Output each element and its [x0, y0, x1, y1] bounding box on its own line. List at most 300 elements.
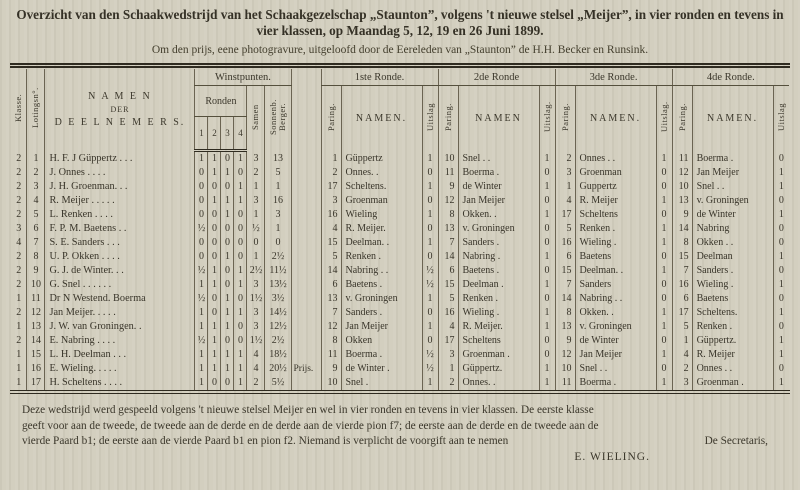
cell-r1-uitslag: 1 — [422, 151, 438, 167]
cell-r1-paring: 15 — [321, 236, 341, 250]
cell-prijs-note — [291, 180, 321, 194]
cell-ronde1: ½ — [195, 334, 208, 348]
cell-ronde4: 1 — [234, 180, 247, 194]
cell-r2-uitslag: 1 — [539, 306, 555, 320]
cell-ronde1: 1 — [195, 320, 208, 334]
cell-lotingsnr: 3 — [27, 180, 45, 194]
cell-sonnenberger: 5½ — [265, 376, 291, 390]
cell-ronde1: 0 — [195, 194, 208, 208]
header-namen-2: NAMEN — [458, 86, 539, 151]
cell-r4-paring: 7 — [672, 264, 692, 278]
cell-r3-uitslag: 0 — [656, 180, 672, 194]
cell-ronde1: ½ — [195, 292, 208, 306]
cell-r2-uitslag: 1 — [539, 278, 555, 292]
cell-ronde3: 0 — [221, 278, 234, 292]
cell-naam: J. W. van Groningen. . — [45, 320, 195, 334]
cell-naam: Jan Meijer. . . . . — [45, 306, 195, 320]
cell-r2-paring: 17 — [438, 334, 458, 348]
cell-r4-uitslag: 1 — [773, 334, 789, 348]
table-row — [11, 306, 789, 320]
cell-ronde4: 1 — [234, 306, 247, 320]
cell-naam: H. F. J Güppertz . . . — [45, 151, 195, 167]
cell-prijs-note — [291, 320, 321, 334]
cell-klasse: 2 — [16, 251, 22, 262]
cell-r2-uitslag: 0 — [539, 236, 555, 250]
cell-r4-paring: 10 — [672, 180, 692, 194]
cell-ronde1: ½ — [195, 222, 208, 236]
cell-r1-paring: 11 — [321, 348, 341, 362]
cell-klasse: 2 — [16, 167, 22, 178]
header-namen-4: NAMEN. — [692, 86, 773, 151]
tournament-table-wrap — [10, 63, 790, 394]
cell-r3-paring: 11 — [555, 376, 575, 390]
cell-samen: 1 — [247, 250, 265, 264]
cell-sonnenberger: 3½ — [265, 292, 291, 306]
table-row — [11, 208, 789, 222]
cell-sonnenberger: 13 — [265, 151, 291, 167]
cell-r2-naam: Snel . . — [458, 151, 539, 167]
cell-r3-naam: Onnes . . — [575, 151, 656, 167]
header-sonnenberger: Sonnenb. Berger. — [265, 86, 291, 151]
cell-r3-paring: 16 — [555, 236, 575, 250]
table-body — [11, 151, 789, 391]
cell-ronde4: 0 — [234, 166, 247, 180]
cell-r1-uitslag: 0 — [422, 194, 438, 208]
cell-r2-paring: 5 — [438, 292, 458, 306]
cell-samen: 3 — [247, 306, 265, 320]
cell-r2-naam: Jan Meijer — [458, 194, 539, 208]
cell-r3-uitslag: 1 — [656, 348, 672, 362]
cell-r2-naam: R. Meijer. — [458, 320, 539, 334]
cell-ronde3: 0 — [221, 180, 234, 194]
cell-naam: J. H. Groenman. . . — [45, 180, 195, 194]
cell-r4-uitslag: 0 — [773, 236, 789, 250]
cell-r2-paring: 11 — [438, 166, 458, 180]
cell-ronde4: 0 — [234, 334, 247, 348]
cell-ronde3: 1 — [221, 292, 234, 306]
footer-line-2: geeft voor aan de tweede, de tweede aan de derde en de derde aan de vierde pion f7; de eerste aan de derde en de tweede aan de — [22, 419, 599, 432]
cell-r4-uitslag: 1 — [773, 166, 789, 180]
cell-r1-uitslag: ½ — [422, 362, 438, 376]
cell-samen: 0 — [247, 236, 265, 250]
cell-klasse: 2 — [16, 195, 22, 206]
cell-ronde3: 1 — [221, 194, 234, 208]
cell-r4-uitslag: 1 — [773, 180, 789, 194]
cell-r1-paring: 17 — [321, 180, 341, 194]
cell-sonnenberger: 0 — [265, 236, 291, 250]
header-namen-3: NAMEN. — [575, 86, 656, 151]
cell-r2-uitslag: 1 — [539, 151, 555, 167]
cell-klasse: 2 — [16, 209, 22, 220]
cell-ronde4: 0 — [234, 236, 247, 250]
cell-samen: 3 — [247, 320, 265, 334]
cell-r1-uitslag: 1 — [422, 292, 438, 306]
cell-r4-uitslag: 1 — [773, 278, 789, 292]
cell-r1-paring: 8 — [321, 334, 341, 348]
cell-ronde4: 0 — [234, 320, 247, 334]
cell-r4-naam: Güppertz. — [692, 334, 773, 348]
cell-r2-paring: 15 — [438, 278, 458, 292]
cell-sonnenberger: 13½ — [265, 278, 291, 292]
cell-r3-paring: 5 — [555, 222, 575, 236]
cell-r3-naam: de Winter — [575, 334, 656, 348]
cell-ronde1: 1 — [195, 278, 208, 292]
cell-sonnenberger: 14½ — [265, 306, 291, 320]
cell-r4-naam: Scheltens. — [692, 306, 773, 320]
cell-r1-uitslag: 1 — [422, 180, 438, 194]
cell-r4-paring: 5 — [672, 320, 692, 334]
cell-r1-paring: 1 — [321, 151, 341, 167]
cell-ronde3: 1 — [221, 208, 234, 222]
cell-r2-paring: 9 — [438, 180, 458, 194]
cell-sonnenberger: 1 — [265, 222, 291, 236]
cell-lotingsnr: 10 — [27, 278, 45, 292]
table-row — [11, 180, 789, 194]
cell-naam: S. E. Sanders . . . — [45, 236, 195, 250]
cell-r3-uitslag: 1 — [656, 320, 672, 334]
cell-ronde4: 0 — [234, 250, 247, 264]
cell-r1-uitslag: ½ — [422, 278, 438, 292]
cell-ronde2: 0 — [208, 306, 221, 320]
cell-samen: 2 — [247, 376, 265, 390]
cell-r4-naam: Nabring — [692, 222, 773, 236]
cell-r1-naam: Boerma . — [341, 348, 422, 362]
header-paring-1: Paring. — [321, 86, 341, 151]
table-row — [11, 348, 789, 362]
cell-r4-paring: 14 — [672, 222, 692, 236]
cell-r1-naam: Jan Meijer — [341, 320, 422, 334]
cell-r4-uitslag: 1 — [773, 306, 789, 320]
cell-samen: ½ — [247, 222, 265, 236]
cell-r3-paring: 9 — [555, 334, 575, 348]
cell-r2-naam: Baetens . — [458, 264, 539, 278]
cell-r4-naam: Deelman — [692, 250, 773, 264]
cell-r1-naam: Nabring . . — [341, 264, 422, 278]
page-subtitle: Om den prijs, eene photogravure, uitgeloofd door de Eereleden van „Staunton” de H.H. Becker en Runsink. — [151, 44, 649, 56]
header-ronde-1: 1ste Ronde. — [321, 69, 438, 86]
cell-r2-paring: 13 — [438, 222, 458, 236]
cell-r4-paring: 12 — [672, 166, 692, 180]
cell-lotingsnr: 2 — [27, 166, 45, 180]
cell-r3-paring: 13 — [555, 320, 575, 334]
cell-r3-uitslag: 0 — [656, 166, 672, 180]
table-row — [11, 320, 789, 334]
cell-ronde4: 1 — [234, 362, 247, 376]
cell-r1-naam: Okken — [341, 334, 422, 348]
cell-r4-naam: Sanders . — [692, 264, 773, 278]
cell-r4-naam: Groenman . — [692, 376, 773, 390]
cell-r1-uitslag: 1 — [422, 208, 438, 222]
cell-r2-paring: 1 — [438, 362, 458, 376]
cell-r2-paring: 6 — [438, 264, 458, 278]
cell-lotingsnr: 13 — [27, 320, 45, 334]
cell-r4-naam: Jan Meijer — [692, 166, 773, 180]
header-ronde-num-2: 2 — [208, 117, 221, 151]
table-row — [11, 236, 789, 250]
cell-r4-paring: 11 — [672, 151, 692, 167]
cell-r4-paring: 6 — [672, 292, 692, 306]
table-row — [11, 292, 789, 306]
table-row — [11, 194, 789, 208]
header-klasse: Klasse. — [13, 93, 24, 123]
cell-prijs-note — [291, 151, 321, 167]
cell-r4-uitslag: 0 — [773, 292, 789, 306]
cell-ronde1: 1 — [195, 348, 208, 362]
cell-r2-naam: Wieling . — [458, 306, 539, 320]
cell-r3-paring: 2 — [555, 151, 575, 167]
cell-r4-uitslag: 0 — [773, 264, 789, 278]
cell-samen: 1½ — [247, 292, 265, 306]
cell-ronde1: 0 — [195, 208, 208, 222]
cell-r2-naam: de Winter — [458, 180, 539, 194]
page-title: Overzicht van den Schaakwedstrijd van het Schaakgezelschap „Staunton”, volgens 't nieuwe stelsel „Meijer”, in vier ronden en tevens in vier klassen, op Maandag 5, 12, 19 en 26 Juni 1899. — [16, 7, 784, 38]
cell-samen: 1 — [247, 180, 265, 194]
table-row — [11, 362, 789, 376]
cell-r1-naam: Güppertz — [341, 151, 422, 167]
cell-ronde4: 1 — [234, 151, 247, 167]
cell-ronde3: 1 — [221, 166, 234, 180]
cell-naam: L. H. Deelman . . . — [45, 348, 195, 362]
cell-ronde3: 1 — [221, 348, 234, 362]
table-row — [11, 278, 789, 292]
cell-prijs-note — [291, 334, 321, 348]
cell-ronde3: 1 — [221, 320, 234, 334]
cell-ronde3: 0 — [221, 376, 234, 390]
cell-r1-uitslag: 1 — [422, 320, 438, 334]
cell-r4-uitslag: 1 — [773, 348, 789, 362]
cell-klasse: 1 — [16, 321, 22, 332]
cell-sonnenberger: 2½ — [265, 250, 291, 264]
cell-r3-naam: Sanders — [575, 278, 656, 292]
cell-ronde3: 0 — [221, 222, 234, 236]
cell-ronde3: 1 — [221, 362, 234, 376]
cell-r3-naam: Boerma . — [575, 376, 656, 390]
cell-ronde4: 0 — [234, 292, 247, 306]
cell-r2-paring: 2 — [438, 376, 458, 390]
cell-r2-paring: 12 — [438, 194, 458, 208]
header-uitslag-3: Uitslag. — [656, 86, 672, 151]
header-prijs-spacer — [291, 69, 321, 151]
cell-r2-naam: Sanders . — [458, 236, 539, 250]
cell-r2-naam: Boerma . — [458, 166, 539, 180]
cell-prijs-note — [291, 264, 321, 278]
header-lotingsnr: Lotingsn°. — [27, 69, 45, 151]
cell-r3-naam: Wieling . — [575, 236, 656, 250]
cell-r3-uitslag: 1 — [656, 236, 672, 250]
cell-r1-naam: R. Meijer. — [341, 222, 422, 236]
cell-r2-paring: 8 — [438, 208, 458, 222]
cell-r2-uitslag: 0 — [539, 222, 555, 236]
cell-sonnenberger: 12½ — [265, 320, 291, 334]
cell-r3-naam: R. Meijer — [575, 194, 656, 208]
cell-r2-uitslag: 1 — [539, 362, 555, 376]
cell-r1-uitslag: 0 — [422, 166, 438, 180]
cell-r2-uitslag: 0 — [539, 292, 555, 306]
cell-r3-naam: Nabring . . — [575, 292, 656, 306]
cell-r3-paring: 3 — [555, 166, 575, 180]
cell-naam: U. P. Okken . . . . — [45, 250, 195, 264]
table-row — [11, 376, 789, 390]
cell-r4-naam: R. Meijer — [692, 348, 773, 362]
cell-prijs-note — [291, 250, 321, 264]
cell-sonnenberger: 16 — [265, 194, 291, 208]
cell-lotingsnr: 4 — [27, 194, 45, 208]
cell-ronde1: ½ — [195, 264, 208, 278]
cell-r1-naam: de Winter . — [341, 362, 422, 376]
cell-naam: G. J. de Winter. . . — [45, 264, 195, 278]
cell-ronde4: 1 — [234, 194, 247, 208]
cell-r4-naam: Boerma . — [692, 151, 773, 167]
cell-r3-naam: Jan Meijer — [575, 348, 656, 362]
cell-r3-uitslag: 0 — [656, 362, 672, 376]
cell-ronde1: 1 — [195, 376, 208, 390]
cell-r4-paring: 4 — [672, 348, 692, 362]
cell-r2-paring: 4 — [438, 320, 458, 334]
header-samen: Samen — [247, 86, 265, 151]
cell-r4-uitslag: 0 — [773, 320, 789, 334]
cell-r4-naam: Wieling . — [692, 278, 773, 292]
cell-r4-paring: 1 — [672, 334, 692, 348]
cell-r3-naam: Snel . . — [575, 362, 656, 376]
cell-lotingsnr: 8 — [27, 250, 45, 264]
cell-ronde4: 1 — [234, 264, 247, 278]
cell-naam: E. Nabring . . . . — [45, 334, 195, 348]
cell-prijs-note — [291, 376, 321, 390]
cell-r1-uitslag: ½ — [422, 348, 438, 362]
cell-r1-uitslag: 0 — [422, 334, 438, 348]
cell-klasse: 1 — [16, 293, 22, 304]
header-namen-deelnemers: N A M E N DER D E E L N E M E R S. — [45, 69, 195, 151]
cell-ronde3: 1 — [221, 250, 234, 264]
cell-r1-paring: 14 — [321, 264, 341, 278]
header-paring-3: Paring. — [555, 86, 575, 151]
cell-r4-uitslag: 1 — [773, 250, 789, 264]
cell-prijs-note: Prijs. — [291, 362, 321, 376]
cell-r4-paring: 8 — [672, 236, 692, 250]
cell-samen: 2 — [247, 166, 265, 180]
cell-ronde1: 1 — [195, 151, 208, 167]
cell-r2-uitslag: 1 — [539, 208, 555, 222]
cell-lotingsnr: 6 — [27, 222, 45, 236]
cell-r1-naam: Scheltens. — [341, 180, 422, 194]
cell-r3-paring: 6 — [555, 250, 575, 264]
cell-r1-paring: 9 — [321, 362, 341, 376]
cell-r2-paring: 10 — [438, 151, 458, 167]
cell-samen: 4 — [247, 348, 265, 362]
cell-r1-naam: Renken . — [341, 250, 422, 264]
cell-r2-paring: 3 — [438, 348, 458, 362]
cell-r4-paring: 15 — [672, 250, 692, 264]
cell-naam: R. Meijer . . . . . — [45, 194, 195, 208]
table-row — [11, 334, 789, 348]
cell-klasse: 1 — [16, 363, 22, 374]
cell-samen: 3 — [247, 278, 265, 292]
cell-naam: E. Wieling. . . . . — [45, 362, 195, 376]
cell-naam: Dr N Westend. Boerma — [45, 292, 195, 306]
cell-r1-paring: 3 — [321, 194, 341, 208]
table-row — [11, 222, 789, 236]
cell-r4-uitslag: 1 — [773, 376, 789, 390]
cell-lotingsnr: 15 — [27, 348, 45, 362]
cell-r2-uitslag: 0 — [539, 264, 555, 278]
cell-r1-uitslag: ½ — [422, 264, 438, 278]
cell-lotingsnr: 14 — [27, 334, 45, 348]
cell-ronde4: 0 — [234, 208, 247, 222]
cell-r1-uitslag: 1 — [422, 236, 438, 250]
cell-r2-uitslag: 0 — [539, 334, 555, 348]
cell-r3-naam: Renken . — [575, 222, 656, 236]
cell-r2-naam: Güppertz. — [458, 362, 539, 376]
cell-sonnenberger: 2½ — [265, 334, 291, 348]
cell-r4-paring: 9 — [672, 208, 692, 222]
cell-r2-paring: 14 — [438, 250, 458, 264]
cell-r1-uitslag: 0 — [422, 250, 438, 264]
cell-r2-naam: Okken. . — [458, 208, 539, 222]
cell-r3-uitslag: 1 — [656, 376, 672, 390]
cell-ronde2: 1 — [208, 151, 221, 167]
cell-r2-paring: 16 — [438, 306, 458, 320]
cell-ronde2: 1 — [208, 278, 221, 292]
cell-klasse: 1 — [16, 349, 22, 360]
header-uitslag-4: Uitslag — [773, 86, 789, 151]
footer-signature: E. WIELING. — [574, 450, 650, 463]
cell-sonnenberger: 1 — [265, 180, 291, 194]
cell-r4-uitslag: 1 — [773, 208, 789, 222]
cell-r2-uitslag: 0 — [539, 194, 555, 208]
cell-ronde3: 0 — [221, 264, 234, 278]
cell-r4-naam: Renken . — [692, 320, 773, 334]
cell-samen: 4 — [247, 362, 265, 376]
cell-ronde4: 1 — [234, 348, 247, 362]
cell-ronde3: 0 — [221, 236, 234, 250]
cell-sonnenberger: 5 — [265, 166, 291, 180]
cell-ronde2: 0 — [208, 376, 221, 390]
cell-r1-naam: Onnes. . — [341, 166, 422, 180]
cell-lotingsnr: 1 — [27, 151, 45, 167]
cell-r2-naam: Scheltens — [458, 334, 539, 348]
cell-r3-uitslag: 0 — [656, 292, 672, 306]
cell-r2-naam: Deelman . — [458, 278, 539, 292]
cell-r3-naam: Baetens — [575, 250, 656, 264]
cell-samen: 1 — [247, 208, 265, 222]
cell-r2-uitslag: 1 — [539, 320, 555, 334]
cell-r3-uitslag: 0 — [656, 334, 672, 348]
cell-naam: H. Scheltens . . . . — [45, 376, 195, 390]
header-ronde-2: 2de Ronde — [438, 69, 555, 86]
header-uitslag-2: Uitslag. — [539, 86, 555, 151]
cell-r4-paring: 2 — [672, 362, 692, 376]
cell-r1-paring: 12 — [321, 320, 341, 334]
cell-lotingsnr: 17 — [27, 376, 45, 390]
cell-r3-naam: Scheltens — [575, 208, 656, 222]
cell-r3-paring: 1 — [555, 180, 575, 194]
cell-lotingsnr: 7 — [27, 236, 45, 250]
cell-r2-naam: Onnes. . — [458, 376, 539, 390]
cell-ronde4: 1 — [234, 376, 247, 390]
cell-r1-naam: Wieling — [341, 208, 422, 222]
cell-r1-paring: 5 — [321, 250, 341, 264]
cell-ronde2: 0 — [208, 292, 221, 306]
cell-r4-uitslag: 0 — [773, 222, 789, 236]
header-paring-4: Paring. — [672, 86, 692, 151]
cell-r2-naam: Renken . — [458, 292, 539, 306]
cell-klasse: 3 — [16, 223, 22, 234]
cell-prijs-note — [291, 222, 321, 236]
cell-r3-uitslag: 1 — [656, 306, 672, 320]
cell-ronde3: 0 — [221, 334, 234, 348]
cell-naam: J. Onnes . . . . — [45, 166, 195, 180]
cell-naam: G. Snel . . . . . . — [45, 278, 195, 292]
